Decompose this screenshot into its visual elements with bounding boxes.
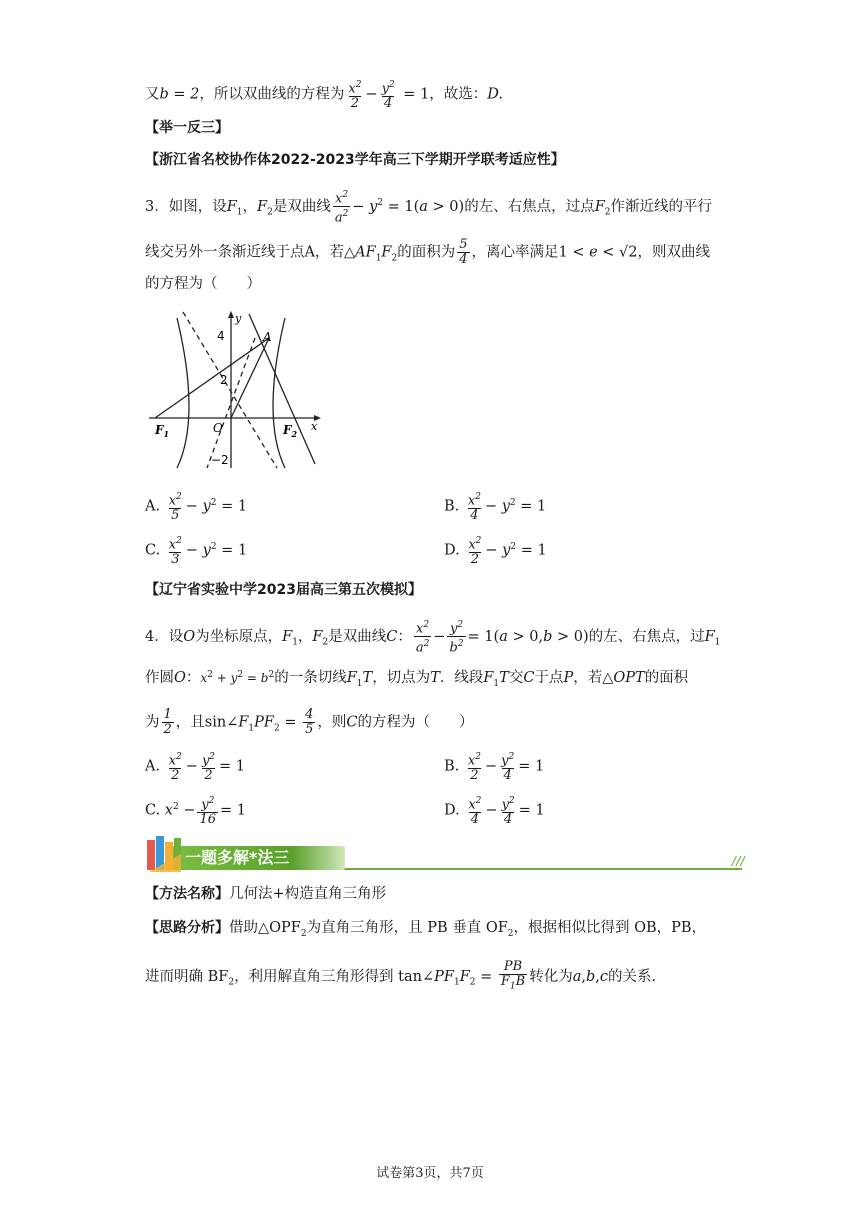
q4-option-c[interactable]: C. $x^2$ − $\frac{y^2}{16}$ = 1 — [145, 796, 247, 828]
books-icon — [145, 832, 185, 874]
tick-neg2: −2 — [211, 453, 229, 467]
F2-label: $F_2$ — [283, 423, 298, 439]
tick-4: 4 — [217, 329, 225, 343]
analysis-line1: 【思路分析】借助$\triangle OPF_2$为直角三角形，且 PB 垂直 $OF_2$，根据相似比得到 OB，PB， — [145, 920, 707, 939]
y-axis-label: y — [235, 312, 242, 325]
q3-option-c[interactable]: C. $\frac{x^2}{3}$ − $y^2 = 1$ — [145, 536, 248, 568]
q4-line2: 作圆O：$x^2 + y^2 = b^2$的一条切线$F_1T$，切点为T．线段$F_1T$交C于点P，若△OPT的面积 — [145, 670, 689, 689]
method-banner — [145, 832, 745, 874]
page-footer: 试卷第3页，共7页 — [376, 1166, 484, 1181]
analysis-line2: 进而明确 $BF_2$，利用解直角三角形得到 $\tan\angle PF_1F_2$ = $\frac{PB}{F_1B}$ 转化为a,b,c的关系. — [145, 959, 657, 992]
line-answer-prev: 又b = 2，所以双曲线的方程为 $\frac{x^2}{2}$ − $\frac{y^2}{4}$ = 1，故选：D. — [145, 80, 504, 112]
point-A-label: A — [263, 330, 272, 344]
q3-line1: 3．如图，设$F_1$，$F_2$是双曲线 $\frac{x^2}{a^2}$ − $y^2 = 1(a > 0)$的左、右焦点，过点$F_2$作渐近线的平行 — [145, 190, 712, 226]
banner-slashes: /// — [731, 854, 745, 868]
q3-line3: 的方程为（ ） — [145, 276, 261, 292]
origin-label: O — [213, 421, 223, 435]
source-label-2: 【辽宁省实验中学2023届高三第五次模拟】 — [145, 582, 422, 598]
banner-title: 一题多解*法三 — [167, 846, 345, 870]
q4-line1: 4．设O为坐标原点，$F_1$，$F_2$是双曲线C： $\frac{x^2}{a^2}$ − $\frac{y^2}{b^2}$ = 1(a > 0,b > 0)的左、右焦点，过$F_1$ — [145, 620, 721, 656]
q3-option-d[interactable]: D. $\frac{x^2}{2}$ − $y^2 = 1$ — [444, 536, 547, 568]
q4-option-d[interactable]: D. $\frac{x^2}{4}$ − $\frac{y^2}{4}$ = 1 — [444, 796, 545, 828]
tick-2: 2 — [220, 373, 228, 387]
q3-option-b[interactable]: B. $\frac{x^2}{4}$ − $y^2 = 1$ — [444, 492, 547, 524]
q4-option-a[interactable]: A. $\frac{x^2}{2}$ − $\frac{y^2}{2}$ = 1 — [145, 752, 246, 784]
hyperbola-figure — [145, 308, 325, 472]
section-heading: 【举一反三】 — [145, 120, 229, 136]
source-label: 【浙江省名校协作体2022-2023学年高三下学期开学联考适应性】 — [145, 152, 565, 168]
F1-label: $F_1$ — [155, 423, 170, 439]
q4-line3: 为 $\frac{1}{2}$ ，且$\sin\angle F_1PF_2$ = $\frac{4}{5}$ ，则C的方程为（ ） — [145, 707, 474, 737]
q3-line2: 线交另外一条渐近线于点A，若$\triangle AF_1F_2$的面积为 $\frac{5}{4}$ ，离心率满足1 < e < √2，则双曲线 — [145, 237, 711, 267]
method-name: 【方法名称】几何法+构造直角三角形 — [145, 886, 387, 902]
x-axis-label: x — [311, 420, 318, 433]
q4-option-b[interactable]: B. $\frac{x^2}{2}$ − $\frac{y^2}{4}$ = 1 — [444, 752, 545, 784]
q3-option-a[interactable]: A. $\frac{x^2}{5}$ − $y^2 = 1$ — [145, 492, 248, 524]
